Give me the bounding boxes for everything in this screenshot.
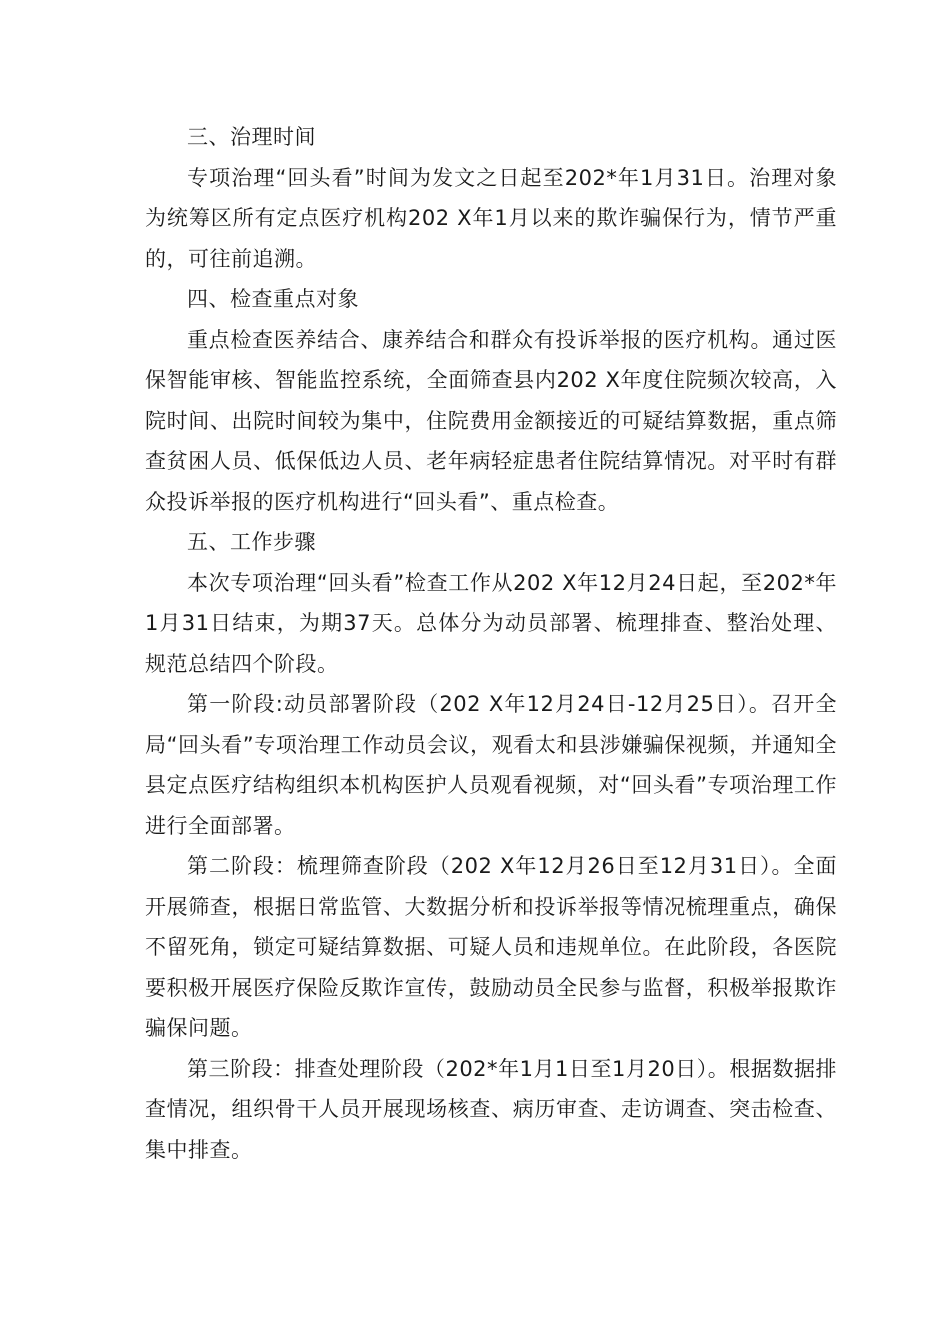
paragraph-stage-three: 第三阶段：排查处理阶段（202*年1月1日至1月20日）。根据数据排查情况，组织骨干人员开展现场核查、病历审查、走访调查、突击检查、集中排查。 [145,1056,837,1162]
section-heading-time: 三、治理时间 [187,125,316,149]
paragraph-stage-two: 第二阶段：梳理筛查阶段（202 X年12月26日至12月31日）。全面开展筛查，根据日常监管、大数据分析和投诉举报等情况梳理重点，确保不留死角，锁定可疑结算数据、可疑人员和违规单位。在此阶段，各医院要积极开展医疗保险反欺诈宣传，鼓励动员全民参与监督，积极举报欺诈骗保问题。 [145,854,837,1040]
paragraph-work-steps-overview: 本次专项治理“回头看”检查工作从202 X年12月24日起，至202*年1月31日结束，为期37天。总体分为动员部署、梳理排查、整治处理、规范总结四个阶段。 [145,570,837,676]
paragraph-time: 专项治理“回头看”时间为发文之日起至202*年1月31日。治理对象为统筹区所有定点医疗机构202 X年1月以来的欺诈骗保行为，情节严重的，可往前追溯。 [145,165,837,271]
paragraph-stage-one: 第一阶段:动员部署阶段（202 X年12月24日-12月25日）。召开全局“回头看”专项治理工作动员会议，观看太和县涉嫌骗保视频，并通知全县定点医疗结构组织本机构医护人员观看视频，对“回头看”专项治理工作进行全面部署。 [145,692,837,838]
section-heading-work-steps: 五、工作步骤 [187,530,316,554]
document-body [145,117,837,1170]
paragraph-inspection-targets: 重点检查医养结合、康养结合和群众有投诉举报的医疗机构。通过医保智能审核、智能监控系统，全面筛查县内202 X年度住院频次较高，入院时间、出院时间较为集中，住院费用金额接近的可疑结算数据，重点筛查贫困人员、低保低边人员、老年病轻症患者住院结算情况。对平时有群众投诉举报的医疗机构进行“回头看”、重点检查。 [145,327,837,514]
section-heading-inspection-targets: 四、检查重点对象 [187,287,359,311]
